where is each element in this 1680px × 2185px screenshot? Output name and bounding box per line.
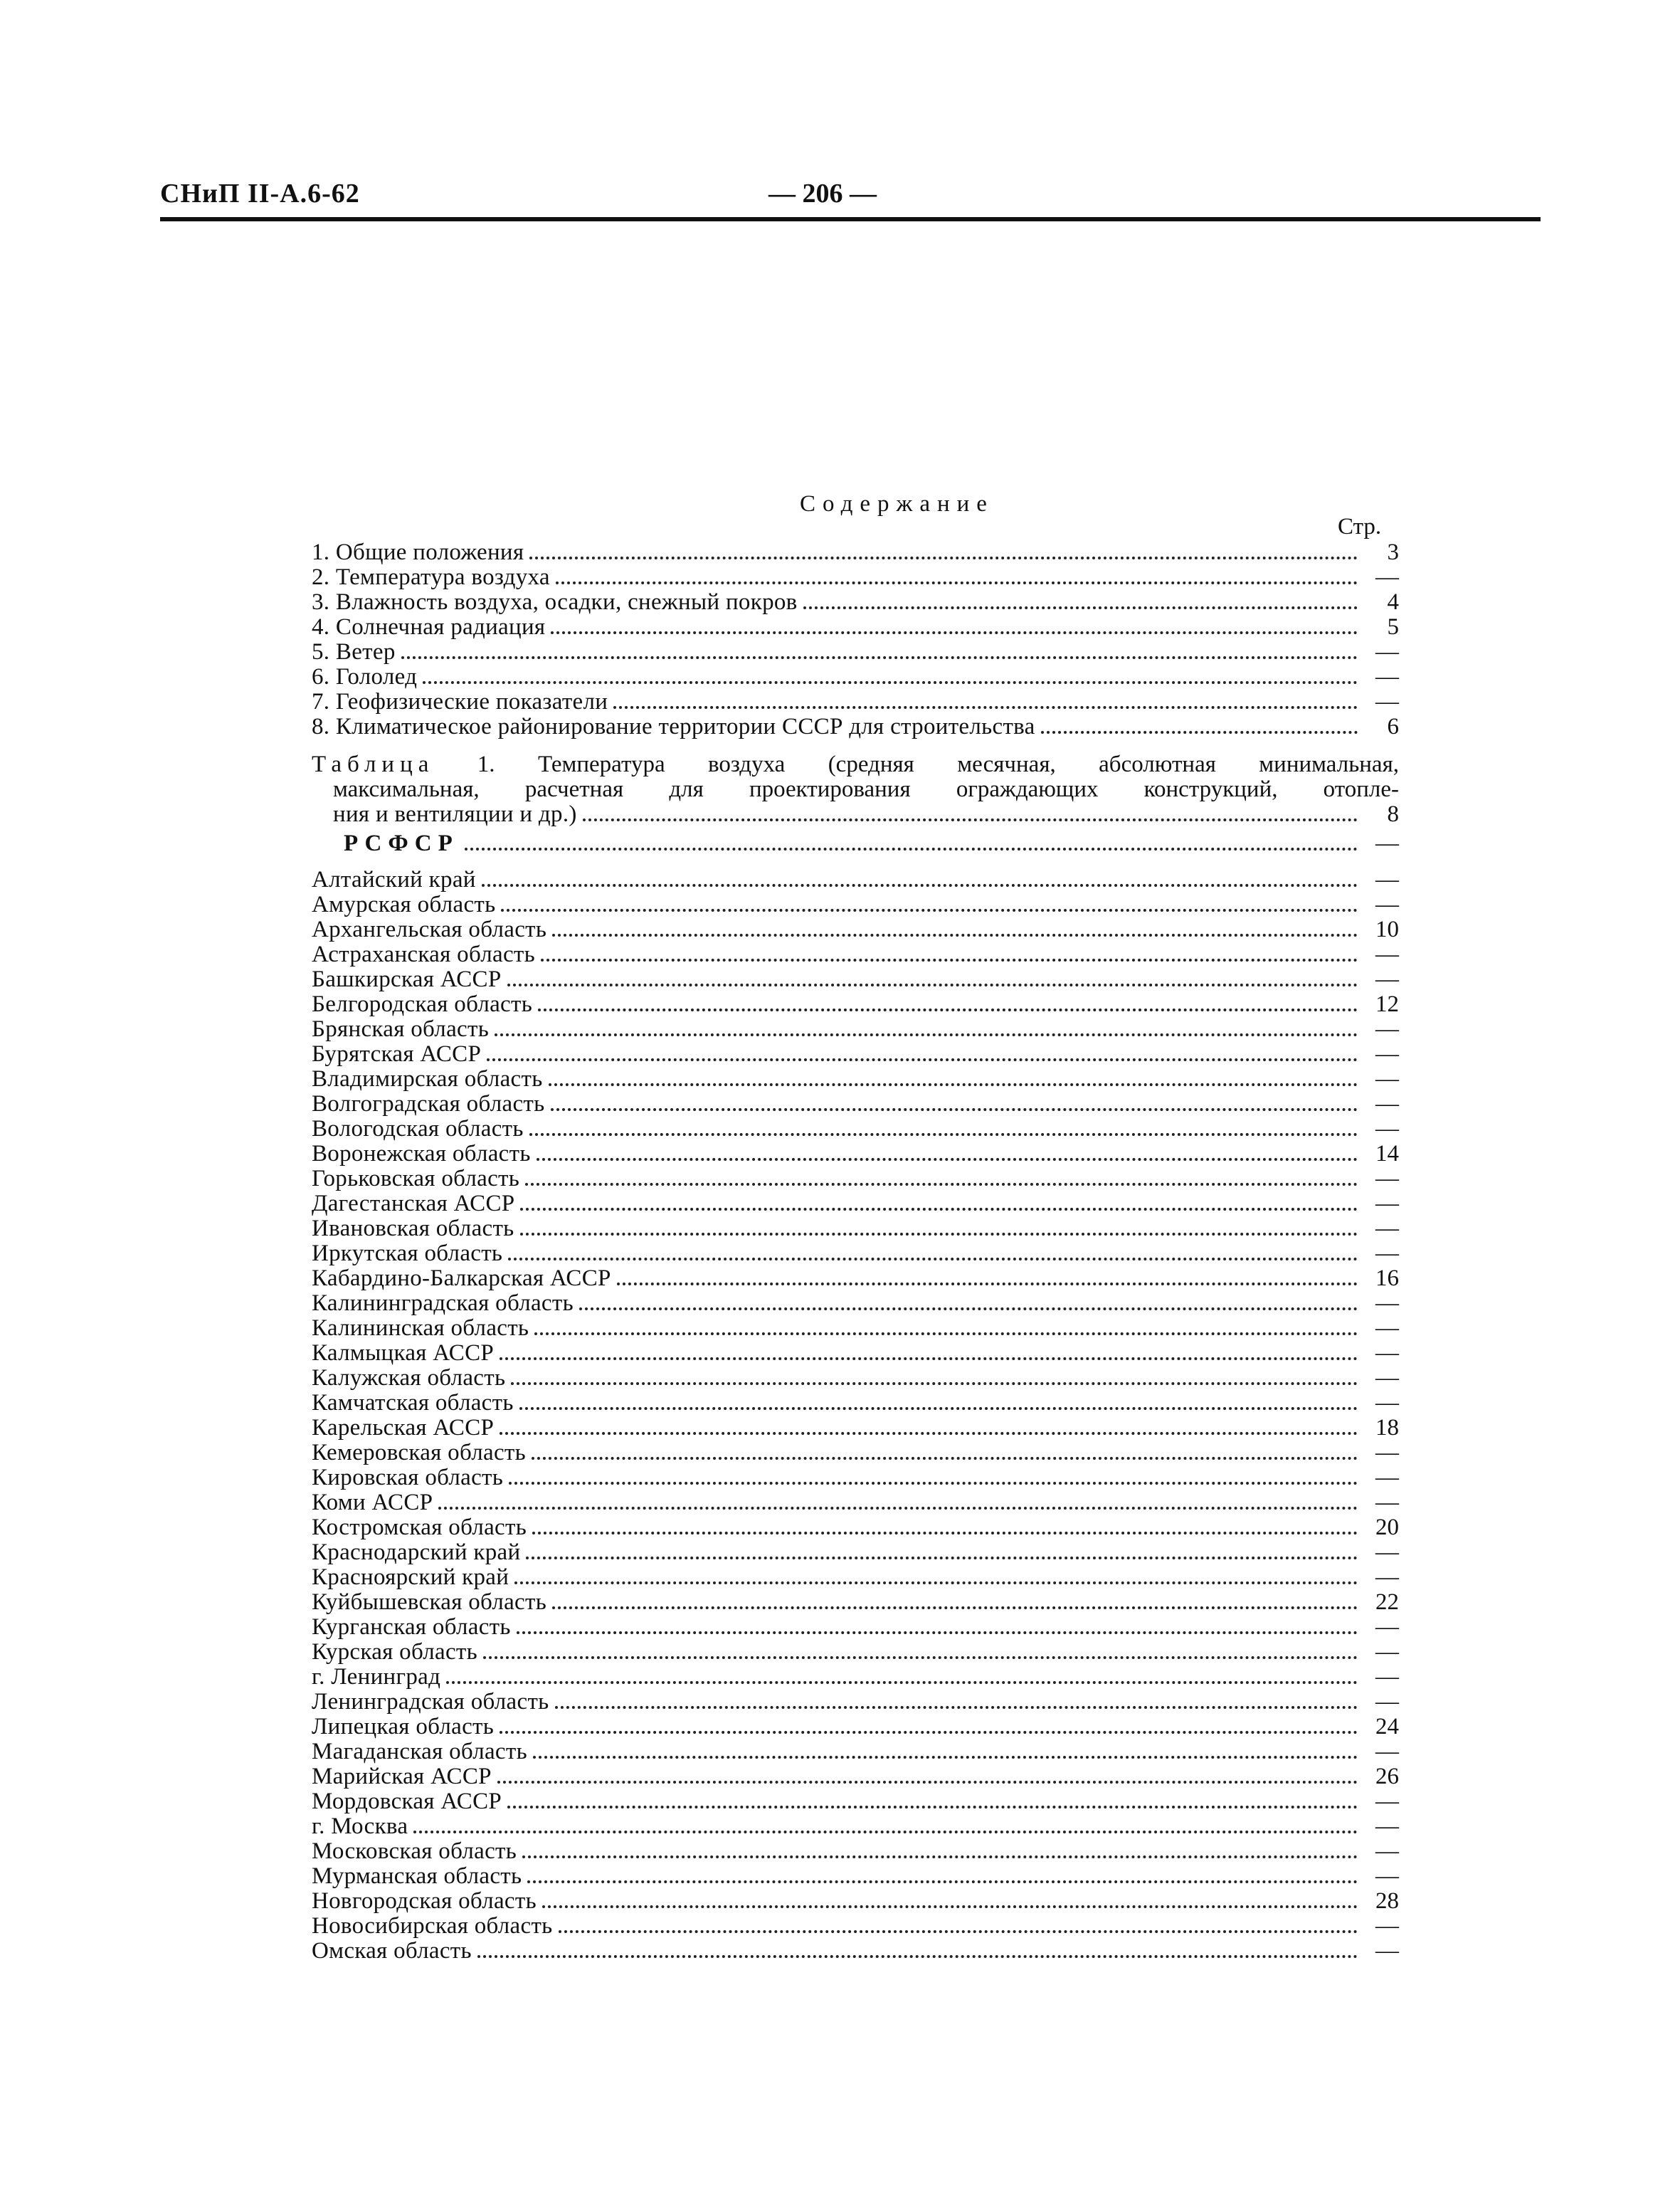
toc-region-entry [312, 893, 1399, 917]
document-code: СНиП II-А.6-62 [160, 179, 360, 209]
dot-leader [495, 1033, 1358, 1036]
toc-region-entry [312, 1515, 1399, 1540]
dot-leader [501, 909, 1358, 912]
toc-region-entry-page: — [1375, 1838, 1399, 1864]
toc-section-entry-label: 4. Солнечная радиация [312, 614, 546, 640]
toc-region-entry-page: — [1375, 1191, 1399, 1216]
toc-region-entry [312, 1665, 1399, 1690]
toc-region-entry-page: — [1375, 1739, 1399, 1764]
dot-leader [446, 1681, 1358, 1684]
toc-region-entry-page: 16 [1375, 1265, 1399, 1291]
toc-region-entry-page: 20 [1375, 1515, 1399, 1540]
toc-region-entry [312, 1416, 1399, 1441]
toc-region-entry-label: Калининская область [312, 1315, 529, 1341]
toc-region-entry-label: Костромская область [312, 1515, 527, 1540]
dot-leader [549, 1083, 1358, 1086]
dot-leader [617, 1283, 1358, 1285]
toc-region-entry-label: Курганская область [312, 1614, 511, 1640]
toc-region-entry [312, 992, 1399, 1017]
toc-region-entry-label: Бурятская АССР [312, 1041, 482, 1067]
toc-region-entry [312, 1167, 1399, 1191]
dot-leader [803, 606, 1358, 609]
toc-section-entry [312, 715, 1399, 739]
toc-region-entry-page: — [1375, 1938, 1399, 1964]
toc-region-entry [312, 1291, 1399, 1316]
republic-page: — [1375, 831, 1399, 856]
toc-region-entry-page: — [1375, 1539, 1399, 1565]
dot-leader [613, 706, 1358, 709]
toc-region-entry-page: — [1375, 1216, 1399, 1241]
toc-region-entry-label: Кировская область [312, 1465, 504, 1490]
toc-region-entry [312, 1391, 1399, 1416]
toc-region-entry-page: 24 [1375, 1714, 1399, 1739]
toc-region-entry-page: — [1375, 1440, 1399, 1465]
toc-region-entry [312, 1615, 1399, 1640]
toc-section-entry-page: — [1375, 564, 1399, 590]
toc-section-entry-label: 6. Гололед [312, 664, 418, 690]
toc-region-entry-label: Калужская область [312, 1365, 506, 1391]
dot-leader [583, 818, 1358, 821]
dot-leader [507, 1806, 1358, 1808]
dot-leader [533, 1756, 1358, 1759]
toc-section-entry-page: 6 [1387, 714, 1399, 739]
toc-title: Содержание [800, 491, 994, 517]
toc-region-entry-label: Марийская АССР [312, 1764, 492, 1789]
toc-region-entry-page: 26 [1375, 1764, 1399, 1789]
toc-region-entry-label: Кабардино-Балкарская АССР [312, 1265, 611, 1291]
toc-section-entry [312, 565, 1399, 590]
toc-region-entry-page: — [1375, 867, 1399, 893]
toc-region-entry-label: Липецкая область [312, 1714, 495, 1739]
toc-region-entry-label: Ивановская область [312, 1216, 514, 1241]
toc-region-entry-page: — [1375, 1813, 1399, 1839]
toc-region-entry-label: Магаданская область [312, 1739, 527, 1764]
toc-region-entry [312, 967, 1399, 992]
dot-leader [520, 1233, 1358, 1236]
dot-leader [500, 1731, 1358, 1734]
toc-region-entry [312, 1316, 1399, 1341]
toc-region-entry [312, 1565, 1399, 1590]
toc-region-entry-label: Мурманская область [312, 1863, 522, 1889]
dot-leader [522, 1855, 1358, 1858]
toc-region-entry-label: Владимирская область [312, 1066, 543, 1092]
toc-section-entry-page: — [1375, 689, 1399, 715]
dot-leader [482, 884, 1358, 887]
republic-label: РСФСР [344, 831, 459, 856]
dot-leader [477, 1955, 1358, 1958]
dot-leader [401, 656, 1358, 659]
toc-region-entry [312, 1540, 1399, 1565]
table1-line1-text: 1. Температура воздуха (средняя месячная, абсолютная минимальная, [477, 752, 1399, 777]
toc-region-entry-page: — [1375, 1066, 1399, 1092]
toc-section-entry-label: 2. Температура воздуха [312, 564, 550, 590]
toc-region-entry [312, 1266, 1399, 1291]
toc-section-entry [312, 590, 1399, 615]
dot-leader [555, 1706, 1358, 1709]
toc-region-entry [312, 1216, 1399, 1241]
toc-region-entry-label: Кемеровская область [312, 1440, 526, 1465]
toc-region-entry-label: г. Ленинград [312, 1664, 441, 1690]
toc-region-entry [312, 1889, 1399, 1914]
toc-section-entry [312, 690, 1399, 715]
toc-section-entry-page: 4 [1387, 589, 1399, 615]
toc-sections [312, 540, 1399, 739]
toc-region-entry-label: Мордовская АССР [312, 1789, 502, 1814]
toc-region-entry [312, 1914, 1399, 1939]
dot-leader [538, 1009, 1358, 1011]
toc-region-entry-label: Куйбышевская область [312, 1589, 547, 1615]
toc-region-entry-label: Новгородская область [312, 1888, 537, 1914]
toc-region-entry-label: Волгоградская область [312, 1091, 545, 1117]
toc-region-entry-page: — [1375, 1241, 1399, 1266]
dot-leader [525, 1183, 1358, 1186]
toc-region-entry [312, 1117, 1399, 1142]
toc-region-entry-page: — [1375, 967, 1399, 992]
toc-region-entry-page: — [1375, 1913, 1399, 1939]
dot-leader [551, 631, 1358, 634]
toc-region-entry-label: Амурская область [312, 892, 496, 917]
toc-region-entry-page: — [1375, 1016, 1399, 1042]
toc-region-entry-label: Вологодская область [312, 1116, 524, 1142]
dot-leader [423, 681, 1358, 684]
dot-leader [517, 1631, 1358, 1634]
dot-leader [465, 848, 1358, 851]
toc-region-entry-label: Калмыцкая АССР [312, 1340, 495, 1366]
dot-leader [542, 1905, 1358, 1908]
toc-region-entry-label: Астраханская область [312, 942, 535, 967]
toc-region-entry-page: — [1375, 1863, 1399, 1889]
toc-section-entry-label: 5. Ветер [312, 639, 396, 665]
toc-region-entry [312, 942, 1399, 967]
dot-leader [556, 581, 1358, 584]
toc-region-entry-label: Иркутская область [312, 1241, 503, 1266]
page-header [160, 169, 1541, 219]
toc-section-entry-label: 8. Климатическое районирование территории СССР для строительства [312, 714, 1035, 739]
toc-section-entry-page: 3 [1387, 539, 1399, 565]
toc-region-entry-page: — [1375, 1789, 1399, 1814]
dot-leader [529, 1133, 1358, 1136]
toc-region-entry [312, 1465, 1399, 1490]
toc-section-entry [312, 615, 1399, 640]
table1-line1 [312, 752, 1399, 777]
toc-region-entry [312, 1939, 1399, 1964]
toc-region-entry-page: 18 [1375, 1415, 1399, 1441]
dot-leader [413, 1831, 1358, 1833]
toc-region-entry [312, 1441, 1399, 1465]
toc-region-entry-label: Брянская область [312, 1016, 490, 1042]
toc-region-entry [312, 1789, 1399, 1814]
toc-section-entry [312, 665, 1399, 690]
toc-region-entry-label: г. Москва [312, 1813, 408, 1839]
toc-region-entry [312, 1864, 1399, 1889]
toc-region-entry-page: — [1375, 1664, 1399, 1690]
toc-region-entry-label: Дагестанская АССР [312, 1191, 515, 1216]
page-number: — 206 — [768, 179, 877, 209]
toc-region-entry [312, 1191, 1399, 1216]
toc-section-entry-label: 3. Влажность воздуха, осадки, снежный покров [312, 589, 798, 615]
table1-line3 [312, 802, 1399, 827]
dot-leader [487, 1058, 1358, 1061]
toc-region-entry-page: 22 [1375, 1589, 1399, 1615]
toc-region-entry-label: Калининградская область [312, 1290, 574, 1316]
toc-region-entry-label: Новосибирская область [312, 1913, 553, 1939]
toc-region-entry-page: — [1375, 1041, 1399, 1067]
dot-leader [541, 959, 1358, 962]
toc-region-entry [312, 1715, 1399, 1739]
toc-region-entry [312, 1690, 1399, 1715]
toc-region-entry-label: Омская область [312, 1938, 472, 1964]
toc-region-entry-label: Ленинградская область [312, 1689, 549, 1715]
toc-region-entry-label: Горьковская область [312, 1166, 520, 1191]
toc-region-entry-label: Красноярский край [312, 1564, 509, 1590]
toc-region-entry-page: 10 [1375, 917, 1399, 942]
toc-region-entry-page: — [1375, 1091, 1399, 1117]
dot-leader [509, 1482, 1358, 1485]
toc-region-entry-page: 28 [1375, 1888, 1399, 1914]
toc-region-entry-label: Московская область [312, 1838, 517, 1864]
dot-leader [514, 1581, 1358, 1584]
dot-leader [507, 984, 1358, 986]
toc-region-entry-label: Курская область [312, 1639, 477, 1665]
dot-leader [552, 1606, 1358, 1609]
dot-leader [527, 1880, 1358, 1883]
dot-leader [529, 557, 1358, 559]
dot-leader [537, 1158, 1358, 1161]
toc-table1-entry [312, 752, 1399, 827]
toc-region-entry-page: — [1375, 1166, 1399, 1191]
table1-line3-text: ния и вентиляции и др.) [333, 801, 577, 827]
toc-region-entry-label: Краснодарский край [312, 1539, 521, 1565]
table1-prefix: Таблица [312, 752, 435, 777]
dot-leader [579, 1307, 1358, 1310]
toc-region-entry-label: Коми АССР [312, 1490, 433, 1515]
toc-region-entry-label: Воронежская область [312, 1141, 531, 1167]
toc-region-entry [312, 1814, 1399, 1839]
toc-region-entry [312, 1241, 1399, 1266]
toc-region-entry-page: — [1375, 1689, 1399, 1715]
toc-region-entry-page: — [1375, 1365, 1399, 1391]
dot-leader [552, 934, 1358, 937]
toc-region-entry [312, 1341, 1399, 1366]
page-column-label: Стр. [1338, 514, 1382, 539]
toc-region-entry [312, 1142, 1399, 1167]
dot-leader [438, 1507, 1358, 1510]
toc-region-entry-page: — [1375, 1315, 1399, 1341]
toc-region-entry-page: — [1375, 1639, 1399, 1665]
dot-leader [532, 1457, 1358, 1460]
toc-region-entry [312, 1739, 1399, 1764]
toc-section-entry-page: — [1375, 664, 1399, 690]
toc-section-entry-page: — [1375, 639, 1399, 665]
toc-region-entry-label: Белгородская область [312, 991, 533, 1017]
toc-regions [312, 868, 1399, 1964]
toc-region-entry-label: Башкирская АССР [312, 967, 502, 992]
toc-region-entry [312, 1366, 1399, 1391]
toc-region-entry-page: 14 [1375, 1141, 1399, 1167]
dot-leader [519, 1407, 1358, 1410]
toc-section-entry-label: 1. Общие положения [312, 539, 524, 565]
toc-section-entry [312, 540, 1399, 565]
toc-region-entry-label: Алтайский край [312, 867, 476, 893]
dot-leader [497, 1781, 1358, 1784]
dot-leader [500, 1432, 1358, 1435]
toc-region-entry-page: — [1375, 1390, 1399, 1416]
table1-line2: максимальная, расчетная для проектирования ограждающих конструкций, отопле- [333, 776, 1399, 802]
toc-region-entry-label: Карельская АССР [312, 1415, 495, 1441]
header-rule [160, 217, 1541, 221]
toc-region-entry [312, 868, 1399, 893]
dot-leader [520, 1208, 1358, 1211]
toc-region-entry-label: Архангельская область [312, 917, 547, 942]
toc-region-entry-page: 12 [1375, 991, 1399, 1017]
toc-region-entry [312, 1067, 1399, 1092]
toc-region-entry-page: — [1375, 1564, 1399, 1590]
toc-region-entry-page: — [1375, 1490, 1399, 1515]
toc-region-entry [312, 1590, 1399, 1615]
toc-region-entry-page: — [1375, 1614, 1399, 1640]
toc-region-entry-page: — [1375, 1340, 1399, 1366]
toc-region-entry [312, 1042, 1399, 1067]
dot-leader [511, 1382, 1358, 1385]
toc-section-entry-label: 7. Геофизические показатели [312, 689, 608, 715]
toc-section-entry [312, 640, 1399, 665]
toc-region-entry-label: Камчатская область [312, 1390, 514, 1416]
table-of-contents [312, 540, 1399, 1964]
dot-leader [532, 1532, 1358, 1534]
toc-region-entry [312, 1017, 1399, 1042]
table1-page: 8 [1387, 801, 1399, 827]
toc-region-entry [312, 1764, 1399, 1789]
dot-leader [483, 1656, 1358, 1659]
toc-region-entry [312, 1839, 1399, 1864]
toc-region-entry [312, 1640, 1399, 1665]
toc-region-entry [312, 1490, 1399, 1515]
dot-leader [534, 1332, 1358, 1335]
toc-region-entry-page: — [1375, 1116, 1399, 1142]
toc-region-entry-page: — [1375, 1290, 1399, 1316]
toc-region-entry [312, 917, 1399, 942]
dot-leader [508, 1258, 1358, 1260]
toc-section-entry-page: 5 [1387, 614, 1399, 640]
toc-region-entry [312, 1092, 1399, 1117]
toc-republic-entry [312, 831, 1399, 856]
toc-region-entry-page: — [1375, 942, 1399, 967]
toc-region-entry-page: — [1375, 892, 1399, 917]
dot-leader [500, 1357, 1358, 1360]
dot-leader [1041, 731, 1358, 734]
dot-leader [551, 1108, 1358, 1111]
dot-leader [526, 1557, 1358, 1559]
dot-leader [559, 1930, 1358, 1933]
toc-region-entry-page: — [1375, 1465, 1399, 1490]
